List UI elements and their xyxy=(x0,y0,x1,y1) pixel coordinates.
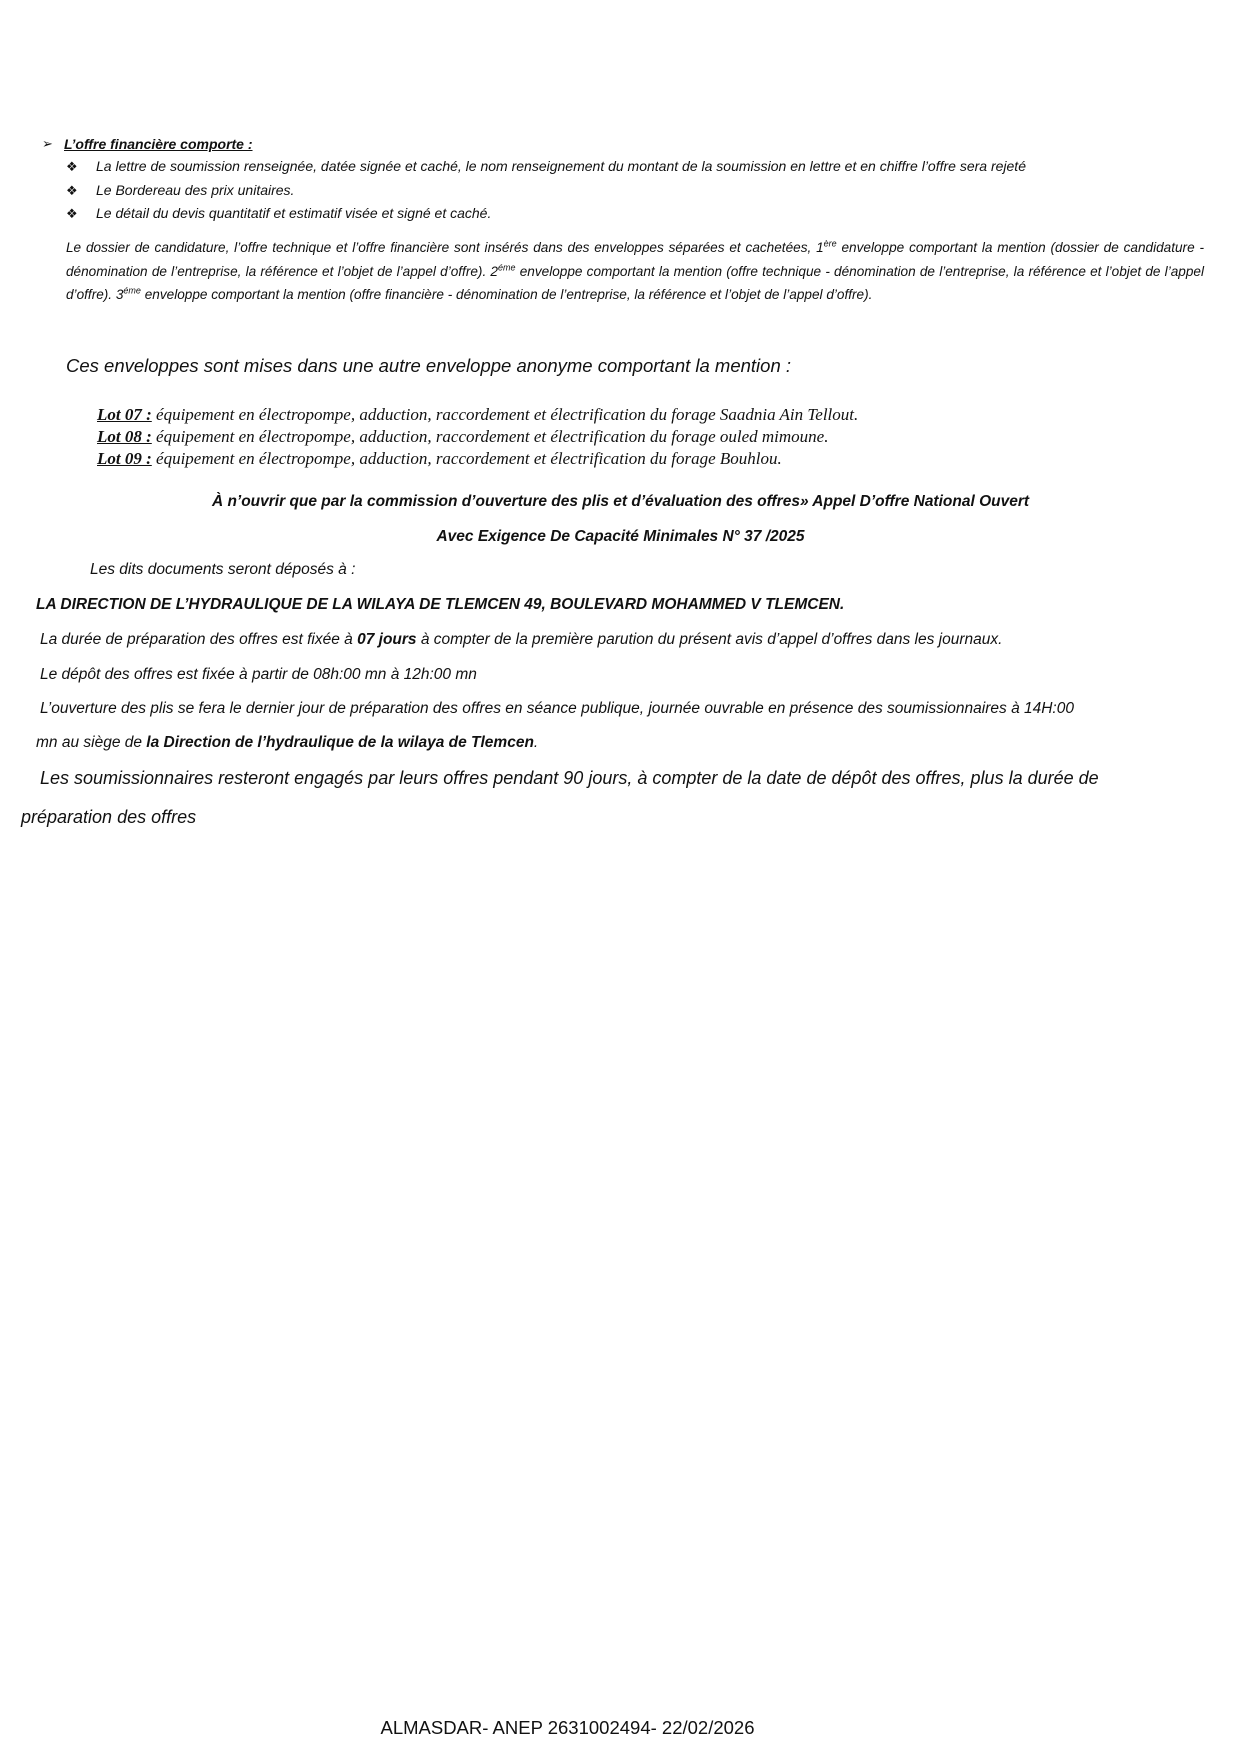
list-item: ❖ Le détail du devis quantitatif et estimatif visée et signé et caché. xyxy=(66,205,492,221)
ouverture-line-1: L’ouverture des plis se fera le dernier jour de préparation des offres en séance publique, journée ouvrable en présence des soumissionnaires à 14H:00 xyxy=(40,700,1074,717)
diamond-bullet-icon: ❖ xyxy=(66,182,78,198)
lot-row xyxy=(97,404,858,426)
direction-address: LA DIRECTION DE L’HYDRAULIQUE DE LA WILAYA DE TLEMCEN 49, BOULEVARD MOHAMMED V TLEMCEN. xyxy=(36,596,845,613)
lots-list xyxy=(97,404,858,470)
list-item: ❖ La lettre de soumission renseignée, datée signée et caché, le nom renseignement du montant de la soumission en lettre et en chiffre l’offre sera rejeté xyxy=(66,158,1026,174)
arrow-bullet-icon: ➢ xyxy=(42,136,53,151)
deposes-line: Les dits documents seront déposés à : xyxy=(90,561,356,578)
lot-label: Lot 09 : xyxy=(97,449,152,468)
offre-financiere-list xyxy=(66,158,1026,229)
ouverture-line-2: mn au siège de la Direction de l’hydraulique de la wilaya de Tlemcen. xyxy=(36,734,539,751)
soumissionnaires-line-2: préparation des offres xyxy=(21,807,197,827)
offre-financiere-heading xyxy=(42,136,253,152)
lot-text: équipement en électropompe, adduction, raccordement et électrification du forage Bouhlou. xyxy=(151,449,782,468)
lot-text: équipement en électropompe, adduction, raccordement et électrification du forage ouled mimoune. xyxy=(151,427,829,446)
commission-line: À n’ouvrir que par la commission d’ouverture des plis et d’évaluation des offres» Appel D’offre National Ouvert xyxy=(211,493,1030,510)
lot-row xyxy=(97,426,858,448)
soumissionnaires-line-1: Les soumissionnaires resteront engagés par leurs offres pendant 90 jours, à compter de la date de dépôt des offres, plus la durée de xyxy=(40,768,1099,788)
lot-label: Lot 08 : xyxy=(97,427,152,446)
lot-text: équipement en électropompe, adduction, raccordement et électrification du forage Saadnia Ain Tellout. xyxy=(151,405,859,424)
footer-reference: ALMASDAR- ANEP 2631002494- 22/02/2026 xyxy=(380,1717,755,1738)
duree-line: La durée de préparation des offres est fixée à 07 jours à compter de la première parution du présent avis d’appel d’offres dans les journaux. xyxy=(40,631,1003,648)
enveloppes-mention: Ces enveloppes sont mises dans une autre enveloppe anonyme comportant la mention : xyxy=(66,355,792,376)
dossier-paragraph: Le dossier de candidature, l’offre technique et l’offre financière sont insérés dans des enveloppes séparées et cachetées, 1ère enveloppe comportant la mention (dossier de candidature - dénomination de l’entreprise, la référence et l’objet de l’appel d’offre). $2^{éme}$ enveloppe comportant la mention (offre technique - dénomination de l’entreprise, la référence et l’objet de l’appel d’offre). $3^{éme}$ enveloppe comportant la mention (offre financière - dénomination de l’entreprise, la référence et l’objet de l’appel d’offre). xyxy=(66,238,1205,302)
diamond-bullet-icon: ❖ xyxy=(66,206,78,221)
depot-line: Le dépôt des offres est fixée à partir de 08h:00 mn à 12h:00 mn xyxy=(40,666,477,683)
diamond-bullet-icon: ❖ xyxy=(66,159,78,174)
offre-financiere-title: L’offre financière comporte : xyxy=(64,136,253,152)
list-item: ❖ Le Bordereau des prix unitaires. xyxy=(66,181,295,198)
lot-label: Lot 07 : xyxy=(97,405,152,424)
lot-row xyxy=(97,448,858,470)
capacite-line: Avec Exigence De Capacité Minimales N° 37 /2025 xyxy=(436,528,805,545)
